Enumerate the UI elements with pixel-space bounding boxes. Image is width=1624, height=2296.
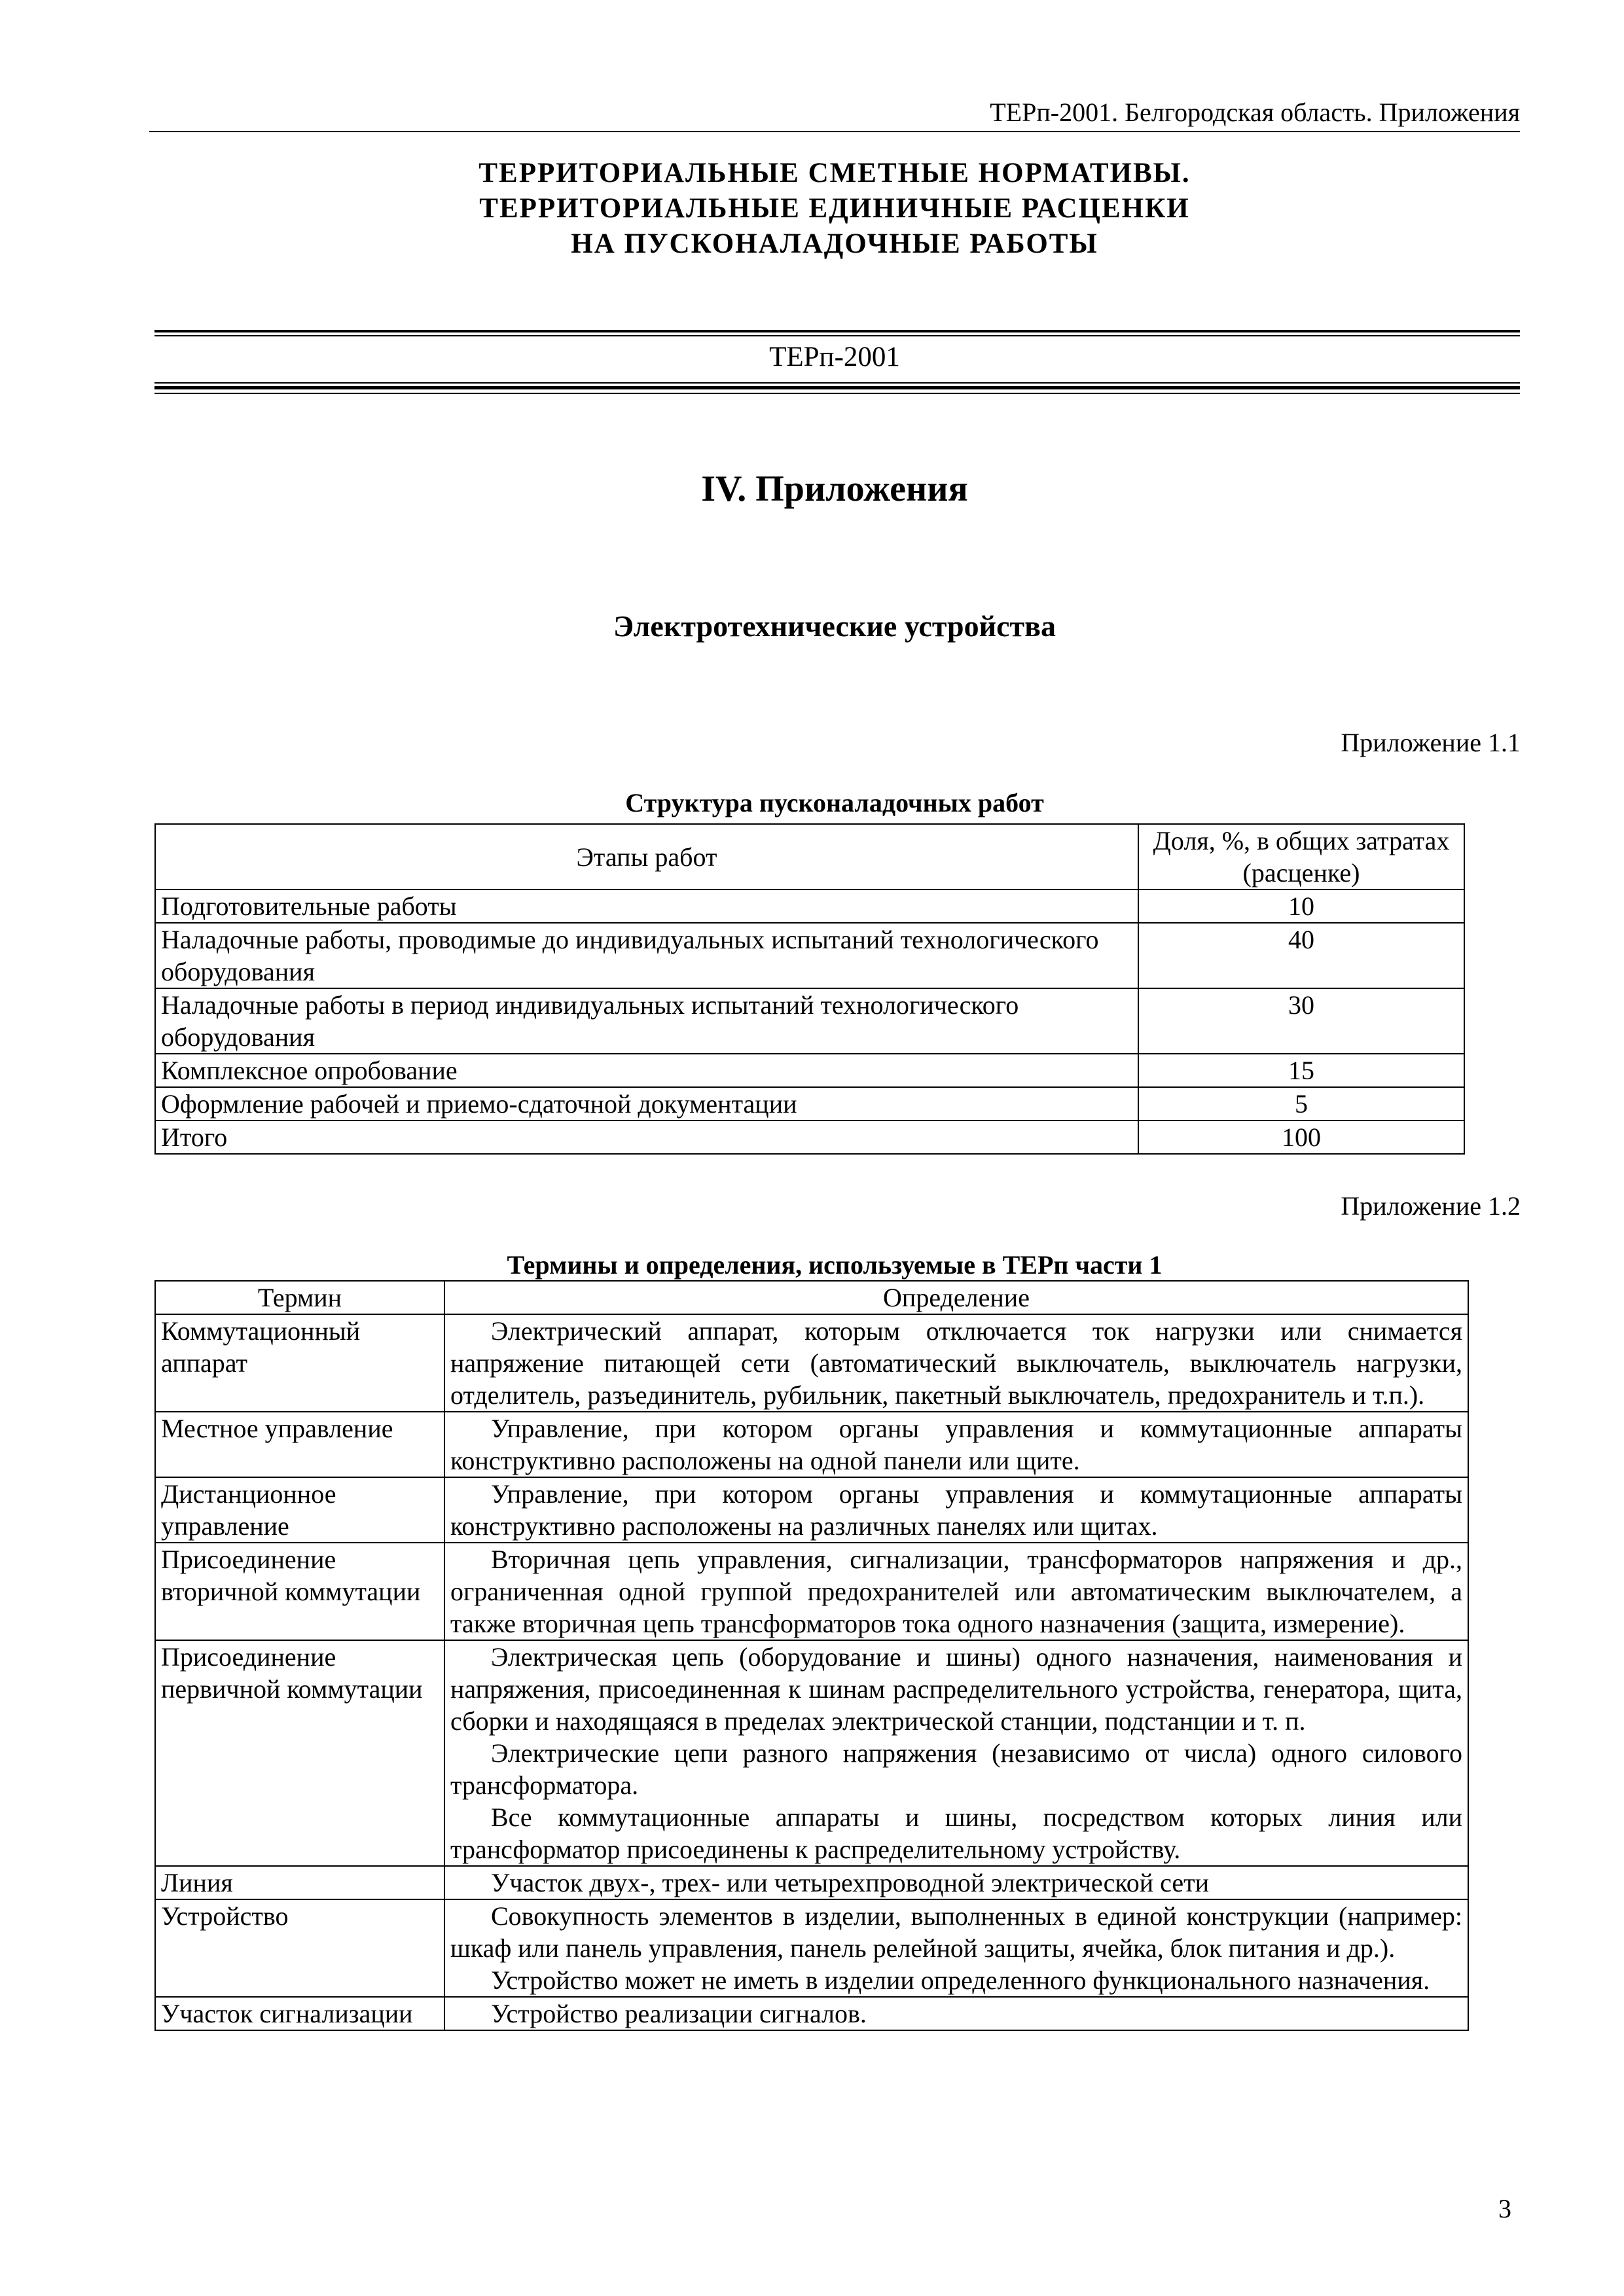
code-rule-bottom xyxy=(154,386,1520,389)
definition-paragraph: Управление, при котором органы управления и коммутационные аппараты конструктивно расположены на одной панели или щите. xyxy=(450,1414,1462,1475)
table-row xyxy=(155,1314,1468,1412)
code-rule-top xyxy=(154,330,1520,332)
subsection-title: Электротехнические устройства xyxy=(613,609,1056,643)
term-cell: Участок сигнализации xyxy=(155,1997,444,2030)
table-row xyxy=(155,1640,1468,1866)
definition-paragraph: Управление, при котором органы управления и коммутационные аппараты конструктивно расположены на различных панелях или щитах. xyxy=(450,1479,1462,1541)
share-cell: 40 xyxy=(1138,923,1464,988)
page-number: 3 xyxy=(1498,2194,1511,2223)
definition-paragraph: Вторичная цепь управления, сигнализации, трансформаторов напряжения и др., ограниченная одной группой предохранителей или автоматическим выключателем, а также вторичная цепь трансформаторов тока одного назначения (защита, измерение). xyxy=(450,1545,1462,1638)
term-cell: Присоединение вторичной коммутации xyxy=(155,1543,444,1640)
appendix-1-2-label: Приложение 1.2 xyxy=(1341,1191,1521,1221)
appendix-1-2-caption: Термины и определения, используемые в ТЕРп части 1 xyxy=(507,1250,1163,1280)
definition-paragraph: Электрические цепи разного напряжения (независимо от числа) одного силового трансформатора. xyxy=(450,1738,1462,1800)
header-cell-stage: Этапы работ xyxy=(155,824,1138,889)
term-cell: Дистанционное управление xyxy=(155,1477,444,1543)
definition-cell xyxy=(444,1314,1468,1412)
table-row xyxy=(155,1054,1464,1087)
table-row xyxy=(155,889,1464,923)
term-cell: Устройство xyxy=(155,1899,444,1997)
table-row xyxy=(155,1121,1464,1154)
header-cell-definition: Определение xyxy=(444,1281,1468,1314)
code-title: ТЕРп-2001 xyxy=(769,342,900,372)
stage-cell: Наладочные работы, проводимые до индивидуальных испытаний технологического оборудования xyxy=(155,923,1138,988)
table-row xyxy=(155,1899,1468,1997)
code-rule-top xyxy=(154,335,1520,336)
stage-cell: Итого xyxy=(155,1121,1138,1154)
term-cell: Линия xyxy=(155,1866,444,1899)
running-header: ТЕРп-2001. Белгородская область. Приложения xyxy=(990,98,1520,127)
definition-cell xyxy=(444,1543,1468,1640)
share-cell: 100 xyxy=(1138,1121,1464,1154)
definition-paragraph: Устройство реализации сигналов. xyxy=(491,1999,867,2028)
table-row xyxy=(155,988,1464,1054)
definition-paragraph: Совокупность элементов в изделии, выполненных в единой конструкции (например: шкаф или панель управления, панель релейной защиты, ячейка, блок питания и др.). xyxy=(450,1901,1462,1963)
stage-cell: Оформление рабочей и приемо-сдаточной документации xyxy=(155,1087,1138,1121)
definition-paragraph: Все коммутационные аппараты и шины, посредством которых линия или трансформатор присоединены к распределительному устройству. xyxy=(450,1803,1462,1864)
table-row xyxy=(155,1087,1464,1121)
header-cell-share: Доля, %, в общих затратах (расценке) xyxy=(1138,824,1464,889)
table-row xyxy=(155,1866,1468,1899)
definition-paragraph: Электрическая цепь (оборудование и шины) одного назначения, наименования и напряжения, присоединенная к шинам распределительного устройства, генератора, щита, сборки и находящаяся в пределах электрической станции, подстанции и т. п. xyxy=(450,1642,1462,1736)
share-cell: 5 xyxy=(1138,1087,1464,1121)
table-header-row xyxy=(155,1281,1468,1314)
definition-cell xyxy=(444,1640,1468,1866)
table-header-row xyxy=(155,824,1464,889)
header-cell-term: Термин xyxy=(155,1281,444,1314)
term-cell: Коммутационный аппарат xyxy=(155,1314,444,1412)
appendix-1-1-label: Приложение 1.1 xyxy=(1341,728,1521,757)
main-title-line: ТЕРРИТОРИАЛЬНЫЕ ЕДИНИЧНЫЕ РАСЦЕНКИ xyxy=(479,193,1190,224)
stage-cell: Наладочные работы в период индивидуальных испытаний технологического оборудования xyxy=(155,988,1138,1054)
stage-cell: Подготовительные работы xyxy=(155,889,1138,923)
table-row xyxy=(155,1412,1468,1477)
share-cell: 15 xyxy=(1138,1054,1464,1087)
share-cell: 10 xyxy=(1138,889,1464,923)
definition-paragraph: Участок двух-, трех- или четырехпроводной электрической сети xyxy=(491,1868,1210,1897)
terms-table xyxy=(154,1280,1469,2031)
definition-cell xyxy=(444,1477,1468,1543)
appendix-1-1-caption: Структура пусконаладочных работ xyxy=(625,788,1044,817)
table-row xyxy=(155,1997,1468,2030)
definition-cell xyxy=(444,1899,1468,1997)
definition-cell xyxy=(444,1866,1468,1899)
work-structure-table xyxy=(154,823,1465,1155)
definition-cell xyxy=(444,1412,1468,1477)
share-cell: 30 xyxy=(1138,988,1464,1054)
stage-cell: Комплексное опробование xyxy=(155,1054,1138,1087)
table-row xyxy=(155,923,1464,988)
term-cell: Присоединение первичной коммутации xyxy=(155,1640,444,1866)
code-rule-bottom xyxy=(154,382,1520,384)
definition-cell xyxy=(444,1997,1468,2030)
table-row xyxy=(155,1477,1468,1543)
main-title-line: ТЕРРИТОРИАЛЬНЫЕ СМЕТНЫЕ НОРМАТИВЫ. xyxy=(478,158,1191,188)
definition-paragraph: Электрический аппарат, которым отключается ток нагрузки или снимается напряжение питающей сети (автоматический выключатель, выключатель нагрузки, отделитель, разъединитель, рубильник, пакетный выключатель, предохранитель и т.п.). xyxy=(450,1316,1462,1410)
header-rule xyxy=(149,131,1520,132)
table-row xyxy=(155,1543,1468,1640)
code-rule-bottom xyxy=(154,393,1520,394)
definition-paragraph: Устройство может не иметь в изделии определенного функционального назначения. xyxy=(491,1965,1430,1995)
section-title: IV. Приложения xyxy=(701,469,968,509)
main-title-line: НА ПУСКОНАЛАДОЧНЫЕ РАБОТЫ xyxy=(571,228,1098,259)
main-title xyxy=(149,156,1520,262)
term-cell: Местное управление xyxy=(155,1412,444,1477)
